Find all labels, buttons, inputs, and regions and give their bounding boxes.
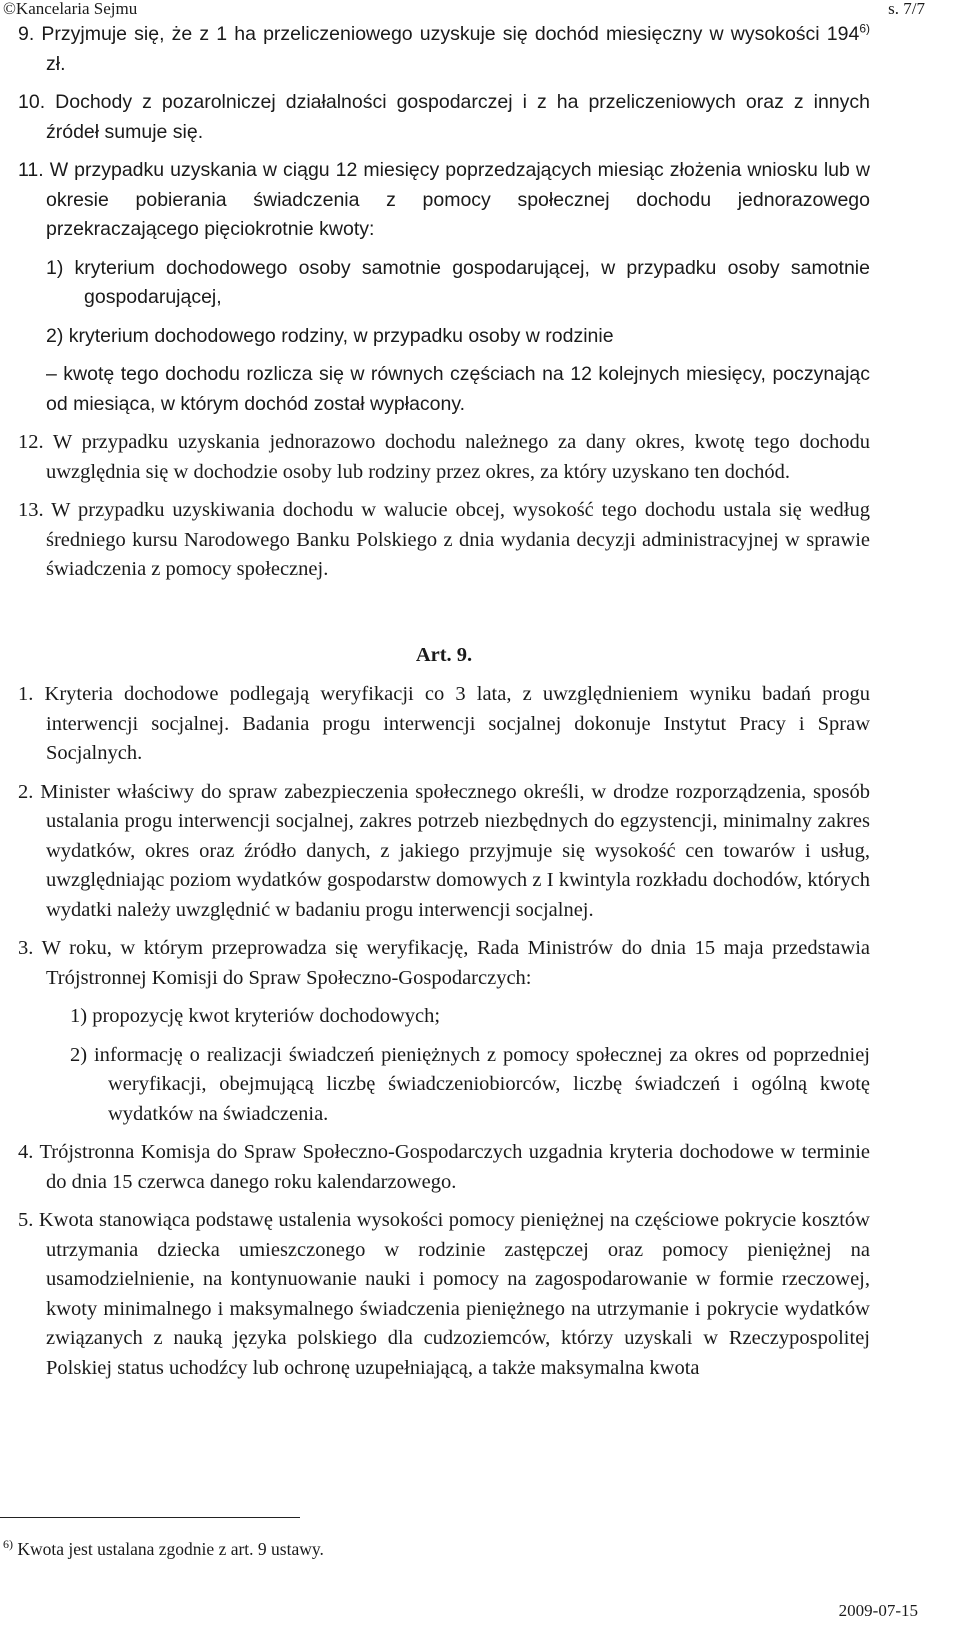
document-body xyxy=(18,20,870,1392)
paragraph-10 xyxy=(18,88,870,147)
paragraph-number: 13. xyxy=(18,499,44,521)
article-section-5: 5. Kwota stanowiąca podstawę ustalenia wysokości pomocy pieniężnej na częściowe pokrycie kosztów utrzymania dziecka umieszczonego w rodzinie zastępczej oraz pomocy pieniężnej na usamodzielnienie, na kontynuowanie nauki i pomocy na zagospodarowanie w formie rzeczowej, kwoty minimalnego i maksymalnego świadczenia pieniężnego na utrzymanie i pokrycie wydatków związanych z nauką języka polskiego dla cudzoziemców, którzy uzyskali w Rzeczypospolitej Polskiej status uchodźcy lub ochronę uzupełniającą, a także maksymalna kwota xyxy=(18,1209,870,1379)
paragraph-text: W przypadku uzyskania w ciągu 12 miesięcy poprzedzających miesiąc złożenia wniosku lub w okresie pobierania świadczenia z pomocy społecznej dochodu jednorazowego przekraczającego pięciokrotnie kwoty: xyxy=(43,159,870,240)
article-section-3: 3. W roku, w którym przeprowadza się weryfikację, Rada Ministrów do dnia 15 maja przedstawia Trójstronnej Komisji do Spraw Społeczno-Gospodarczych: xyxy=(18,937,870,989)
paragraph-text: Dochody z pozarolniczej działalności gospodarczej i z ha przeliczeniowych oraz z innych źródeł sumuje się. xyxy=(45,91,870,143)
page-number: s. 7/7 xyxy=(888,0,925,18)
list-item: 2) kryterium dochodowego rodziny, w przypadku osoby w rodzinie xyxy=(46,324,614,347)
paragraph-text-end: zł. xyxy=(46,52,66,75)
list-item: 1) propozycję kwot kryteriów dochodowych; xyxy=(70,1005,441,1027)
footnote xyxy=(3,1538,324,1560)
paragraph-text: W przypadku uzyskania jednorazowo dochodu należnego za dany okres, kwotę tego dochodu uwzględnia się w dochodzie osoby lub rodziny przez okres, za który uzyskano ten dochód. xyxy=(43,431,870,483)
paragraph-13 xyxy=(18,496,870,585)
paragraph-11 xyxy=(18,156,870,245)
paragraph-text: Przyjmuje się, że z 1 ha przeliczeniowego uzyskuje się dochód miesięczny w wysokości 194 xyxy=(34,23,860,45)
document-date: 2009-07-15 xyxy=(838,1601,918,1620)
footnote-divider xyxy=(0,1517,300,1518)
footnote-text: Kwota jest ustalana zgodnie z art. 9 ustawy. xyxy=(13,1539,324,1559)
paragraph-number: 9. xyxy=(18,23,35,45)
paragraph-12 xyxy=(18,428,870,487)
copyright-label: ©Kancelaria Sejmu xyxy=(3,0,138,18)
paragraph-number: 11. xyxy=(18,159,44,181)
article-title: Art. 9. xyxy=(415,643,473,666)
paragraph-number: 12. xyxy=(18,431,44,453)
page-header xyxy=(0,0,930,22)
list-item: 2) informację o realizacji świadczeń pieniężnych z pomocy społecznej za okres od poprzedniej weryfikacji, obejmującą liczbę świadczeniobiorców, liczbę świadczeń i ogólną kwotę wydatków na świadczenia. xyxy=(70,1043,870,1125)
article-section-2: 2. Minister właściwy do spraw zabezpieczenia społecznego określi, w drodze rozporządzenia, sposób ustalania progu interwencji socjalnej, zakres potrzeb niezbędnych do egzystencji, minimalny zakres wydatków, okres oraz źródło danych, z jakiego przyjmuje się wysokość cen towarów i usług, uwzględniając poziom wydatków gospodarstw domowych z I kwintyla rozkładu dochodów, których wydatki należy uwzględnić w badaniu progu interwencji socjalnej. xyxy=(18,780,870,921)
footnote-mark: 6) xyxy=(3,1537,13,1552)
dash-clause: – kwotę tego dochodu rozlicza się w równych częściach na 12 kolejnych miesięcy, poczynając od miesiąca, w którym dochód został wypłacony. xyxy=(46,363,870,415)
paragraph-text: W przypadku uzyskiwania dochodu w walucie obcej, wysokość tego dochodu ustala się według średniego kursu Narodowego Banku Polskiego z dnia wydania decyzji administracyjnej w sprawie świadczenia z pomocy społecznej. xyxy=(43,499,870,580)
article-section-1: 1. Kryteria dochodowe podlegają weryfikacji co 3 lata, z uwzględnieniem wyniku badań progu interwencji socjalnej. Badania progu interwencji socjalnej dokonuje Instytut Pracy i Spraw Socjalnych. xyxy=(18,683,870,764)
paragraph-number: 10. xyxy=(18,91,46,113)
list-item: 1) kryterium dochodowego osoby samotnie gospodarującej, w przypadku osoby samotnie gospodarującej, xyxy=(46,256,870,308)
article-section-4: 4. Trójstronna Komisja do Spraw Społeczno-Gospodarczych uzgadnia kryteria dochodowe w terminie do dnia 15 czerwca danego roku kalendarzowego. xyxy=(18,1141,870,1193)
paragraph-9 xyxy=(18,20,870,79)
footnote-reference[interactable]: 6) xyxy=(859,21,870,36)
